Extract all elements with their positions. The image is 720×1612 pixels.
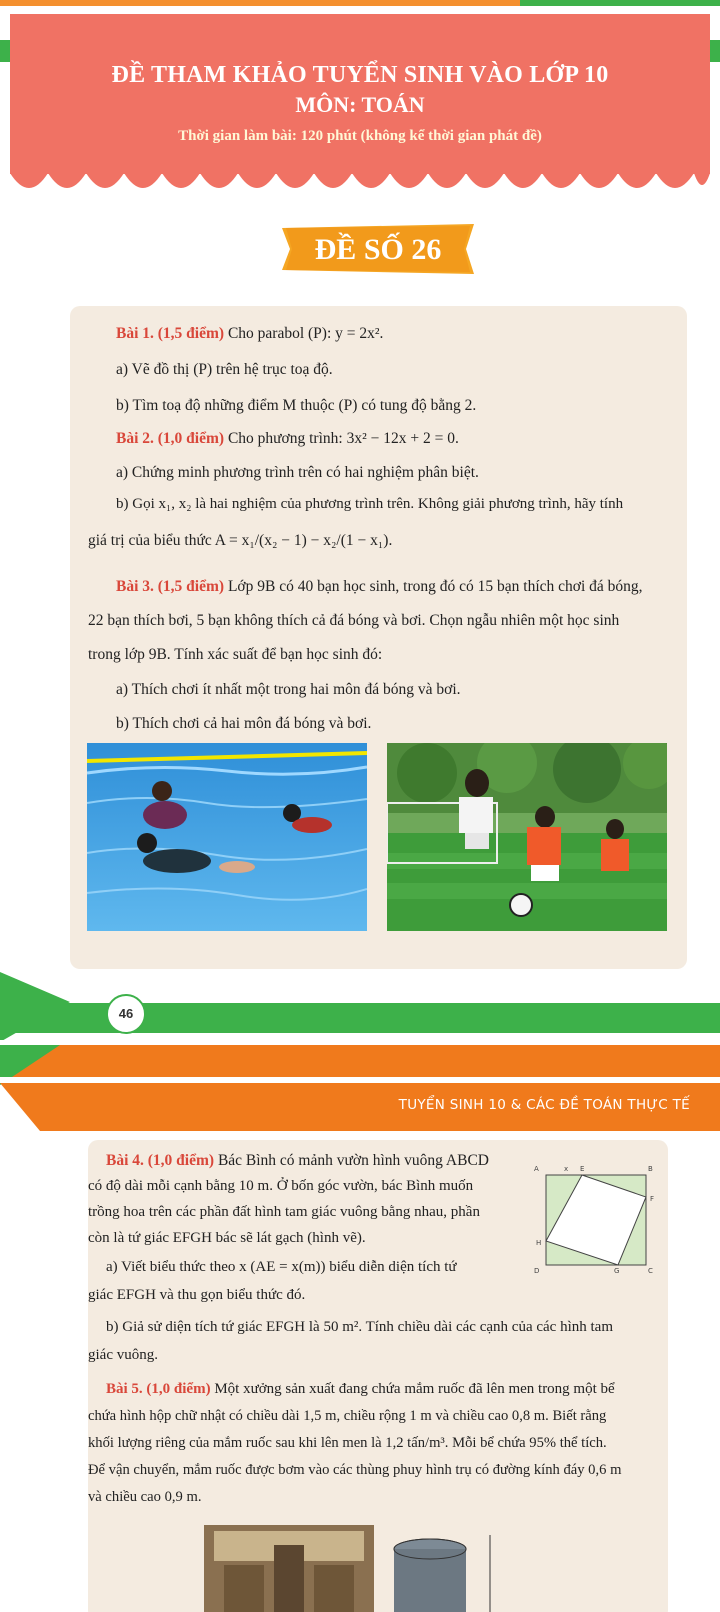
problem-3-heading: Bài 3. (1,5 điểm) bbox=[116, 578, 225, 595]
scallop-border bbox=[10, 173, 710, 197]
problem-4b-line-1: b) Giả sử diện tích tứ giác EFGH là 50 m². Tính chiều dài các cạnh của các hình tam bbox=[106, 1319, 613, 1335]
problem-4-line-2: có độ dài mỗi cạnh bằng 10 m. Ở bốn góc vườn, bác Bình muốn bbox=[88, 1178, 474, 1194]
barrel-drawing bbox=[390, 1535, 510, 1612]
problem-4-line-4: còn là tứ giác EFGH bác sẽ lát gạch (hình vẽ). bbox=[88, 1230, 366, 1246]
problem-5-heading: Bài 5. (1,0 điểm) bbox=[106, 1381, 211, 1397]
problem-3-line-2: 22 bạn thích bơi, 5 bạn không thích cả đá bóng và bơi. Chọn ngẫu nhiên một học sinh bbox=[88, 612, 620, 629]
problem-5-line-1: Một xưởng sản xuất đang chứa mắm ruốc đã lên men trong một bể bbox=[210, 1381, 615, 1397]
exam-number: ĐỀ SỐ 26 bbox=[314, 233, 442, 266]
header-subject: MÔN: TOÁN bbox=[295, 92, 425, 117]
label-B: B bbox=[648, 1165, 653, 1173]
label-x: x bbox=[564, 1165, 569, 1173]
problem-2a: a) Chứng minh phương trình trên có hai nghiệm phân biệt. bbox=[116, 464, 479, 481]
right-tab-decoration bbox=[710, 40, 720, 62]
problem-4 bbox=[106, 1152, 489, 1170]
problem-1 bbox=[116, 325, 383, 343]
factory-photo bbox=[204, 1525, 374, 1612]
problem-2c bbox=[88, 532, 392, 550]
problem-5-line-2: chứa hình hộp chữ nhật có chiều dài 1,5 m, chiều rộng 1 m và chiều cao 0,8 m. Biết rằng bbox=[88, 1408, 607, 1424]
top-stripe-accent bbox=[520, 0, 720, 6]
problem-2-formula: 3x² − 12x + 2 = 0. bbox=[346, 430, 459, 447]
label-E: E bbox=[580, 1165, 585, 1173]
problem-2-expression: A = x₁/(x₂ − 1) − x₂/(1 − x₁). bbox=[214, 532, 393, 549]
problem-5-line-4: Để vận chuyển, mắm ruốc được bơm vào các thùng phuy hình trụ có đường kính đáy 0,6 m bbox=[88, 1462, 622, 1478]
problem-4-heading: Bài 4. (1,0 điểm) bbox=[106, 1152, 215, 1169]
problem-1-text: Cho parabol (P): bbox=[224, 325, 336, 342]
label-A: A bbox=[534, 1165, 539, 1173]
label-G: G bbox=[614, 1267, 620, 1275]
problem-1a: a) Vẽ đồ thị (P) trên hệ trục toạ độ. bbox=[116, 361, 333, 378]
label-F: F bbox=[650, 1195, 655, 1203]
garden-diagram bbox=[524, 1157, 664, 1277]
problem-4-line-1: Bác Bình có mảnh vườn hình vuông ABCD bbox=[214, 1152, 489, 1169]
problem-5-line-3: khối lượng riêng của mắm ruốc sau khi lên men là 1,2 tấn/m³. Mỗi bể chứa 95% thể tích. bbox=[88, 1435, 607, 1451]
problem-4-line-3: trồng hoa trên các phần đất hình tam giác vuông bằng nhau, phần bbox=[88, 1204, 480, 1220]
problem-2-text: Cho phương trình: bbox=[224, 430, 347, 447]
problem-1b: b) Tìm toạ độ những điểm M thuộc (P) có tung độ bằng 2. bbox=[116, 397, 477, 414]
problem-3-line-3: trong lớp 9B. Tính xác suất để bạn học sinh đó: bbox=[88, 646, 383, 663]
label-C: C bbox=[648, 1267, 653, 1275]
problem-3 bbox=[116, 578, 643, 596]
problem-4a-line-1: a) Viết biểu thức theo x (AE = x(m)) biểu diễn diện tích tứ bbox=[106, 1259, 457, 1275]
page-number: 46 bbox=[106, 994, 146, 1034]
problem-2 bbox=[116, 430, 459, 448]
header-time: Thời gian làm bài: 120 phút (không kể thời gian phát đề) bbox=[178, 128, 542, 144]
problem-5 bbox=[106, 1381, 615, 1398]
problem-2c-text: giá trị của biểu thức bbox=[88, 532, 215, 549]
problem-4a-line-2: giác EFGH và thu gọn biểu thức đó. bbox=[88, 1287, 306, 1303]
problem-1-formula: y = 2x². bbox=[335, 325, 384, 342]
page-2 bbox=[0, 1045, 720, 1612]
problem-3-line-1: Lớp 9B có 40 bạn học sinh, trong đó có 15 bạn thích chơi đá bóng, bbox=[224, 578, 643, 595]
problem-2b: b) Gọi x₁, x₂ là hai nghiệm của phương trình trên. Không giải phương trình, hãy tính bbox=[116, 496, 624, 512]
problem-1-heading: Bài 1. (1,5 điểm) bbox=[116, 325, 225, 342]
label-D: D bbox=[534, 1267, 540, 1275]
header-title: ĐỀ THAM KHẢO TUYỂN SINH VÀO LỚP 10 bbox=[111, 62, 609, 88]
problem-3a: a) Thích chơi ít nhất một trong hai môn đá bóng và bơi. bbox=[116, 681, 461, 698]
label-H: H bbox=[536, 1239, 542, 1247]
page-2-header-text: TUYỂN SINH 10 & CÁC ĐỀ TOÁN THỰC TẾ bbox=[398, 1097, 690, 1113]
problem-3b: b) Thích chơi cả hai môn đá bóng và bơi. bbox=[116, 715, 372, 732]
problem-2-heading: Bài 2. (1,0 điểm) bbox=[116, 430, 225, 447]
page-2-banner-slant bbox=[0, 1083, 180, 1131]
football-photo bbox=[387, 743, 667, 931]
page-2-top-band bbox=[0, 1045, 720, 1077]
problem-4b-line-2: giác vuông. bbox=[88, 1347, 158, 1363]
left-tab-decoration bbox=[0, 40, 10, 62]
problem-5-line-5: và chiều cao 0,9 m. bbox=[88, 1489, 202, 1505]
swimming-photo bbox=[87, 743, 367, 931]
exam-number-badge bbox=[282, 224, 474, 274]
